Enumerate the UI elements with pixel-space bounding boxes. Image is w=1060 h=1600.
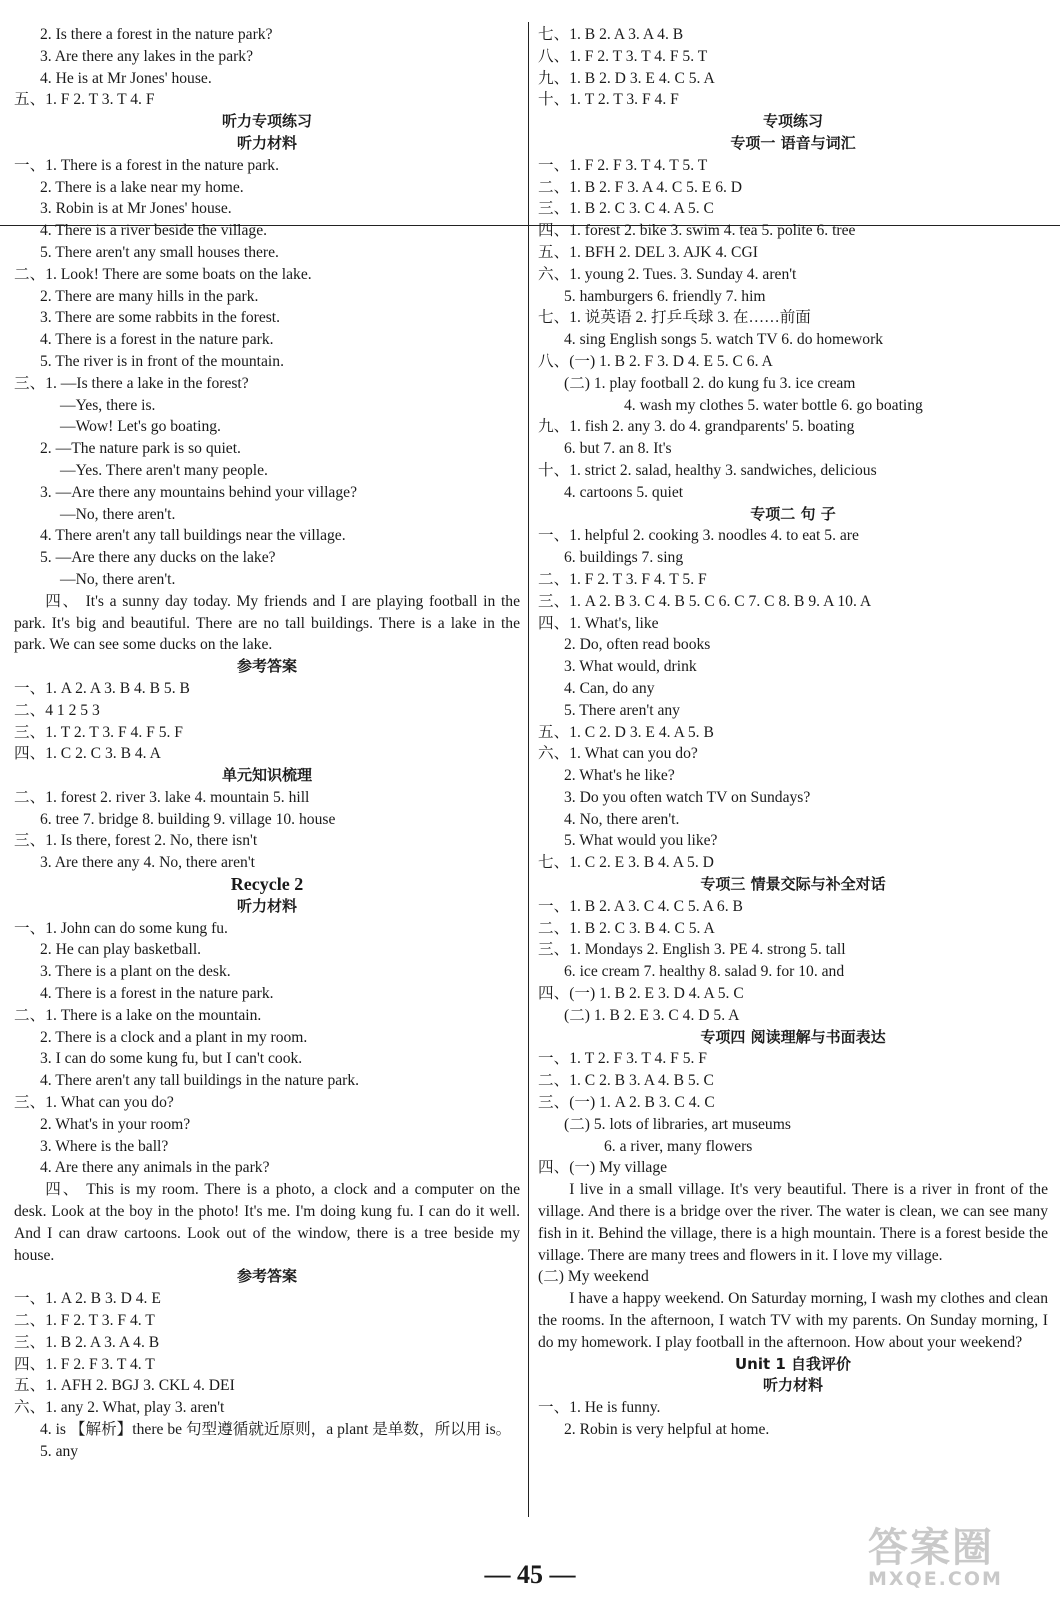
text-line: 4. wash my clothes 5. water bottle 6. go boating (624, 396, 923, 414)
text-line: 专项三 情景交际与补全对话 (700, 875, 886, 894)
column-divider (528, 22, 529, 1517)
text-line: 四、1. What's, like (538, 614, 659, 632)
text-line: 九、1. fish 2. any 3. do 4. grandparents' 5. boating (538, 418, 855, 436)
text-line: 四、(一) 1. B 2. E 3. D 4. A 5. C (538, 985, 744, 1003)
text-line: 6. tree 7. bridge 8. building 9. village 10. house (40, 810, 336, 828)
text-line: 3. Robin is at Mr Jones' house. (40, 200, 232, 218)
text-line: 3. —Are there any mountains behind your village? (40, 483, 357, 501)
text-line: 6. a river, many flowers (604, 1137, 753, 1155)
text-line: 一、1. F 2. F 3. T 4. T 5. T (538, 156, 708, 174)
text-line: Recycle 2 (230, 874, 304, 895)
text-line: 单元知识梳理 (221, 766, 312, 785)
text-line: 二、1. forest 2. river 3. lake 4. mountain 5. hill (14, 788, 310, 806)
text-line: (二) 1. B 2. E 3. C 4. D 5. A (564, 1006, 740, 1024)
text-line: 3. Do you often watch TV on Sundays? (564, 788, 811, 806)
text-line: 五、1. BFH 2. DEL 3. AJK 4. CGI (538, 243, 758, 261)
text-line: 一、1. B 2. A 3. C 4. C 5. A 6. B (538, 897, 743, 915)
text-line: 十、1. T 2. T 3. F 4. F (538, 91, 679, 109)
text-line: 4. There is a forest in the nature park. (40, 985, 274, 1003)
text-line: 6. ice cream 7. healthy 8. salad 9. for 10. and (564, 963, 845, 981)
text-line: 5. hamburgers 6. friendly 7. him (564, 287, 766, 305)
text-line: 二、4 1 2 5 3 (14, 701, 100, 719)
text-line: 4. He is at Mr Jones' house. (40, 69, 212, 87)
text-line: 2. There are many hills in the park. (40, 287, 259, 305)
text-line: 4. No, there aren't. (564, 810, 680, 828)
text-line: 4. There aren't any tall buildings in the nature park. (40, 1072, 360, 1090)
text-line: 八、(一) 1. B 2. F 3. D 4. E 5. C 6. A (538, 352, 773, 370)
text-line: 3. Where is the ball? (40, 1137, 169, 1155)
text-line: 一、1. A 2. B 3. D 4. E (14, 1290, 161, 1308)
text-line: 参考答案 (236, 657, 297, 676)
text-line: 3. Are there any 4. No, there aren't (40, 854, 255, 872)
text-line: 三、1. —Is there a lake in the forest? (14, 374, 249, 392)
text-line: 4. There is a river beside the village. (40, 222, 268, 240)
text-line: 四、 It's a sunny day today. My friends and I are playing football in the park. It's big and beautiful. There are no tall buildings. There is a lake in the park. We can see some ducks on the lake. (14, 592, 520, 654)
text-line: 一、1. A 2. A 3. B 4. B 5. B (14, 679, 190, 697)
text-line: 4. is 【解析】there be 句型遵循就近原则，a plant 是单数，所以用 is。 (40, 1421, 512, 1438)
text-line: 三、1. What can you do? (14, 1094, 174, 1112)
text-line: I have a happy weekend. On Saturday morning, I wash my clothes and clean the rooms. In the afternoon, I watch TV with my parents. On Sunday morning, I do my homework. I play football in the afternoon. How about your weekend? (538, 1290, 1048, 1351)
text-line: 专项练习 (762, 112, 823, 131)
right-column (538, 24, 1048, 1441)
text-line: 一、1. John can do some kung fu. (14, 919, 228, 937)
text-line: 二、1. F 2. T 3. F 4. T (14, 1312, 155, 1330)
text-line: 2. —The nature park is so quiet. (40, 440, 241, 458)
text-line: 4. There aren't any tall buildings near the village. (40, 527, 346, 545)
text-line: (二) My weekend (538, 1268, 649, 1286)
text-line: 四、 This is my room. There is a photo, a clock and a computer on the desk. Look at the boy in the photo! It's me. I'm doing kung fu. I can do it well. And I can draw cartoons. Look out of the window, there is a tree beside my house. (14, 1181, 520, 1264)
text-line: 三、1. B 2. A 3. A 4. B (14, 1333, 160, 1351)
text-line: 九、1. B 2. D 3. E 4. C 5. A (538, 69, 715, 87)
text-line: 一、1. T 2. F 3. T 4. F 5. F (538, 1050, 707, 1068)
text-line: 4. sing English songs 5. watch TV 6. do homework (564, 331, 884, 349)
watermark-url: MXQE.COM (868, 1568, 1003, 1590)
text-line: 七、1. 说英语 2. 打乒乓球 3. 在……前面 (538, 309, 811, 327)
text-line: Unit 1 自我评价 (734, 1354, 852, 1373)
text-line: 6. but 7. an 8. It's (564, 440, 672, 458)
text-line: 四、1. forest 2. bike 3. swim 4. tea 5. polite 6. tree (538, 222, 856, 240)
text-line: 二、1. C 2. B 3. A 4. B 5. C (538, 1072, 714, 1090)
text-line: —Wow! Let's go boating. (60, 418, 221, 436)
text-line: 听力专项练习 (221, 112, 312, 131)
text-line: 参考答案 (236, 1267, 297, 1286)
text-line: 5. The river is in front of the mountain. (40, 352, 284, 370)
text-line: 2. Do, often read books (564, 636, 711, 654)
text-line: 八、1. F 2. T 3. T 4. F 5. T (538, 47, 708, 65)
text-line: 四、1. C 2. C 3. B 4. A (14, 745, 161, 763)
text-line: 3. What would, drink (564, 658, 697, 676)
text-line: 2. Is there a forest in the nature park? (40, 26, 273, 43)
text-line: 2. He can play basketball. (40, 941, 202, 959)
text-line: 专项二 句 子 (750, 504, 836, 523)
text-line: 一、1. He is funny. (538, 1399, 661, 1417)
text-line: —No, there aren't. (60, 570, 176, 588)
text-line: 专项一 语音与词汇 (730, 133, 856, 152)
text-line: 3. There are some rabbits in the forest. (40, 309, 281, 327)
text-line: 4. Can, do any (564, 679, 655, 697)
text-line: 5. What would you like? (564, 832, 718, 850)
text-line: (二) 1. play football 2. do kung fu 3. ice cream (564, 374, 856, 392)
text-line: 一、1. helpful 2. cooking 3. noodles 4. to eat 5. are (538, 527, 859, 545)
text-line: 二、1. B 2. F 3. A 4. C 5. E 6. D (538, 178, 743, 196)
page-number: — 45 — (484, 1560, 576, 1589)
text-line: 2. There is a clock and a plant in my room. (40, 1028, 308, 1046)
text-line: 五、1. AFH 2. BGJ 3. CKL 4. DEI (14, 1377, 235, 1395)
text-line: 6. buildings 7. sing (564, 549, 684, 567)
text-line: 六、1. young 2. Tues. 3. Sunday 4. aren't (538, 265, 797, 283)
text-line: 4. Are there any animals in the park? (40, 1159, 270, 1177)
text-line: 十、1. strict 2. salad, healthy 3. sandwiches, delicious (538, 461, 877, 479)
text-line: 三、(一) 1. A 2. B 3. C 4. C (538, 1094, 715, 1112)
text-line: I live in a small village. It's very beautiful. There is a river in front of the village. And there is a bridge over the river. The water is clean, we can see many fish in it. Behind the village, there is a high mountain. There is a forest beside the village. There are many trees and flowers in it. I love my village. (538, 1181, 1048, 1264)
text-line: 专项四 阅读理解与书面表达 (700, 1027, 886, 1046)
text-line: —No, there aren't. (60, 505, 176, 523)
text-line: 听力材料 (762, 1376, 823, 1395)
text-line: 六、1. What can you do? (538, 745, 698, 763)
text-line: 二、1. F 2. T 3. F 4. T 5. F (538, 570, 707, 588)
text-line: 五、1. F 2. T 3. T 4. F (14, 91, 155, 109)
text-line: 三、1. Mondays 2. English 3. PE 4. strong 5. tall (538, 941, 846, 959)
text-line: 2. There is a lake near my home. (40, 178, 244, 196)
text-line: 4. cartoons 5. quiet (564, 483, 684, 501)
text-line: 六、1. any 2. What, play 3. aren't (14, 1399, 225, 1417)
text-line: 一、1. There is a forest in the nature park. (14, 156, 280, 174)
text-line: 3. There is a plant on the desk. (40, 963, 231, 981)
text-line: 5. —Are there any ducks on the lake? (40, 549, 276, 567)
text-line: —Yes, there is. (60, 396, 156, 414)
text-line: 3. Are there any lakes in the park? (40, 47, 254, 65)
text-line: 听力材料 (236, 133, 297, 152)
text-line: 5. There aren't any small houses there. (40, 243, 279, 261)
text-line: 五、1. C 2. D 3. E 4. A 5. B (538, 723, 714, 741)
watermark-logo (868, 1525, 1048, 1594)
text-line: 三、1. Is there, forest 2. No, there isn't (14, 832, 258, 850)
text-line: 5. There aren't any (564, 701, 680, 719)
text-line: 2. What's he like? (564, 767, 675, 785)
text-line: 四、1. F 2. F 3. T 4. T (14, 1355, 155, 1373)
text-line: 4. There is a forest in the nature park. (40, 331, 274, 349)
text-line: 2. Robin is very helpful at home. (564, 1421, 770, 1438)
text-line: 七、1. B 2. A 3. A 4. B (538, 26, 684, 43)
text-line: (二) 5. lots of libraries, art museums (564, 1115, 791, 1133)
text-line: —Yes. There aren't many people. (60, 461, 268, 479)
text-line: 七、1. C 2. E 3. B 4. A 5. D (538, 854, 714, 872)
text-line: 三、1. T 2. T 3. F 4. F 5. F (14, 723, 183, 741)
text-line: 3. I can do some kung fu, but I can't cook. (40, 1050, 303, 1068)
text-line: 2. What's in your room? (40, 1115, 191, 1133)
left-column (14, 24, 520, 1463)
text-line: 二、1. There is a lake on the mountain. (14, 1006, 262, 1024)
text-line: 三、1. B 2. C 3. C 4. A 5. C (538, 200, 714, 218)
text-line: 四、(一) My village (538, 1159, 668, 1177)
text-line: 二、1. B 2. C 3. B 4. C 5. A (538, 919, 715, 937)
text-line: 三、1. A 2. B 3. C 4. B 5. C 6. C 7. C 8. B 9. A 10. A (538, 592, 872, 610)
watermark-text: 答案圈 (868, 1525, 994, 1571)
text-line: 听力材料 (236, 896, 297, 915)
text-line: 5. any (40, 1442, 79, 1460)
text-line: 二、1. Look! There are some boats on the lake. (14, 265, 312, 283)
